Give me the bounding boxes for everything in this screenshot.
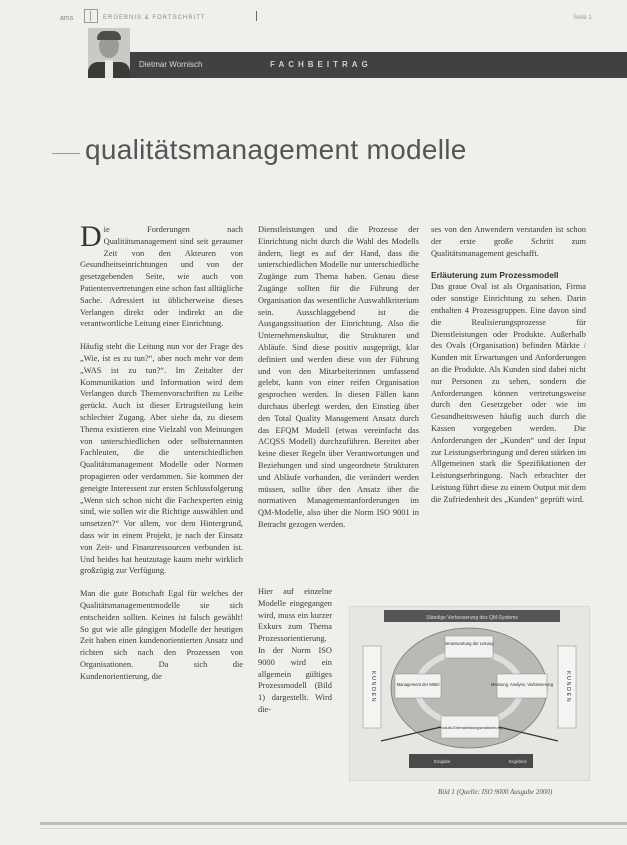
- column-2: [258, 224, 419, 542]
- magazine-logo-icon: [84, 9, 98, 23]
- column-2-lower: [258, 586, 332, 727]
- author-name: Dietmar Wornisch: [139, 60, 203, 69]
- column-3: [431, 224, 586, 517]
- header-left-text: ams: [60, 15, 74, 22]
- box-resource-management: Management der Mittel: [396, 682, 440, 687]
- author-photo: [88, 28, 130, 78]
- col3-heading: Erläuterung zum Prozessmodell: [431, 270, 559, 281]
- figure-top-label: Ständige Verbesserung des QM-Systems: [426, 615, 518, 621]
- figure-caption: Bild 1 (Quelle: ISO 9000 Ausgabe 2000): [438, 788, 553, 796]
- figure-output-label: Ergebnis: [509, 759, 527, 764]
- col3-paragraph-1: ses von den Anwendern verstanden ist schon der erste große Schritt zum Qualitätsmanagement geschafft.: [431, 225, 586, 258]
- col1-paragraph-3: Man die gute Botschaft Egal für welches der Qualitätsmanagementmodelle sie sich entscheiden sollten. Keines ist falsch gewählt! So gut wie alle gängigen Modelle der heutigen Zeit haben einen kundenorientierten Ansatz und richten sich nach den Prozessen von Organisationen. Da sich die Kundenorientierung, die: [80, 589, 243, 681]
- process-model-figure: [349, 606, 590, 781]
- title-rule: [52, 153, 80, 154]
- col2-paragraph-1: Dienstleistungen und die Prozesse der Einrichtung nicht durch die Wahl des Modells ändern, liegt es auf der Hand, dass die unterschiedlichen Modelle nur unterschiedliche Zugänge zum Thema haben. Genau diese Zugänge sollten für die Führung der Organisation das wesentliche Auswahlkriterium sein. Ausschlaggebend ist die Ausgangssituation der Einrichtung. Also die Unternehmenskultur, die Strukturen und Abläufe. Sind diese positiv ausgeprägt, klar definiert und werden diese von der Führung und von den Mitarbeiterinnen umfassend gelebt, kann von einer reifen Organisation gesprochen werden. In diesen Fällen kann durchaus überlegt werden, den Einstieg über den Total Quality Management Ansatz durch das EFQM Modell (etwas vereinfacht das ACQSS Modell) durchzuführen. Bereitet aber keine dieser Regeln über Verantwortungen und Beziehungen und sind ungeordnete Strukturen und Abläufe vorhanden, die verändert werden müssen, sollte über den Ansatz über die normativen Managementanforderungen im QM-Modelle, also über die Norm ISO 9001 in Betracht gezogen werden.: [258, 225, 419, 529]
- box-management-responsibility: Verantwortung der Leitung: [444, 641, 494, 646]
- box-product-realisation: Produkt-/Dienstleistungsrealisierung: [437, 725, 503, 730]
- box-measurement-analysis: Messung, Analyse, Verbesserung: [490, 682, 554, 687]
- figure-right-customers: KUNDEN: [565, 670, 571, 704]
- column-1: [80, 220, 243, 693]
- col1-paragraph-1: ie Forderungen nach Qualitätsmanagement sind seit geraumer Zeit von den Akteuren von Gesundheitseinrichtungen und von der gesetzgebenden Seite, wie auch von Patientenvertretungen eine schon fast alltägliche Sache. Adressiert ist üblicherweise dieses Verlangen direkt oder indirekt an die verantwortliche Leitung einer Einrichtung.: [80, 225, 243, 329]
- section-banner: [130, 52, 627, 78]
- col3-paragraph-2: Das graue Oval ist als Organisation, Firma oder sonstige Einrichtung zu sehen. Darin enthalten 4 Prozessgruppen. Eine davon sind die Realisierungsprozesse für Dienstleistungen oder Produkte. Außerhalb des Ovals (Organisation) befinden Märkte / Kunden mit Erwartungen und Anforderungen an die Produkte. Als Kunden sind dabei nicht nur Personen zu sehen, sondern die Anforderungen können vertretungsweise durch den Gesetzgeber oder wie im Gesundheitswesen häufig auch durch die Kassen vorgegeben werden. Die Anforderungen der „Kunden“ und der Input zur Leistungserbringung und deren stärken im Allgemeinen stark die Spezifikationen der Leistungserbringung. Nach erbrachter der Leistung führt diese zu einem Output mit dem die Zufriedenheit des „Kunden“ geprüft wird.: [431, 282, 586, 504]
- figure-left-customers: KUNDEN: [370, 670, 376, 704]
- drop-cap: D: [80, 220, 102, 253]
- header-divider: [256, 11, 257, 21]
- header-brand: ERGEBNIS & FORTSCHRITT: [103, 15, 206, 21]
- bottom-rule-thin: [40, 828, 627, 829]
- figure-input-label: Eingabe: [434, 759, 451, 764]
- col1-paragraph-2: Häufig steht die Leitung nun vor der Frage des „Wie, ist es zu tun?“, aber noch mehr vor dem „WAS ist zu tun?“. Im Zeitalter der Kommunikation und Information wird dem Verlangen durch Themenvorschriften zu Leibe gerückt. Auch ist dieser Ertragsteilung kein schlechter Zugang. Aber siehe da, zu diesem Thema existieren eine Vielzahl von Meinungen von unterschiedlichen oder selbsternannten Fachleuten, die die unterschiedlichen Qualitätsmanagement Modelle oder Normen propagieren oder verdammen. Sie kommen der geneigte Interessent zur ersten Schlussfolgerung „Wenn sich schon nicht die Fachexperten einig sind, wie sollen wir die Richtige auswählen und umsetzen?“ Vor allem, vor dem Hintergrund, dass wir in einem Projekt, je nach der Einsatz von Zeit- und Finanzressourcen verbunden ist. Und beides hat heutzutage kaum mehr wirklich großzügig zur Verfügung.: [80, 342, 243, 576]
- bottom-rule: [40, 822, 627, 825]
- article-title: qualitätsmanagement modelle: [85, 134, 467, 165]
- page-number: Seite 1: [573, 15, 592, 21]
- col2-paragraph-2: Hier auf einzelne Modelle eingegangen wird, muss ein kurzer Exkurs zum Thema Prozessorientierung. In der Norm ISO 9000 wird ein allgemein gültiges Prozessmodell (Bild 1) dargestellt. Wird die-: [258, 587, 332, 714]
- section-label: FACHBEITRAG: [270, 60, 372, 69]
